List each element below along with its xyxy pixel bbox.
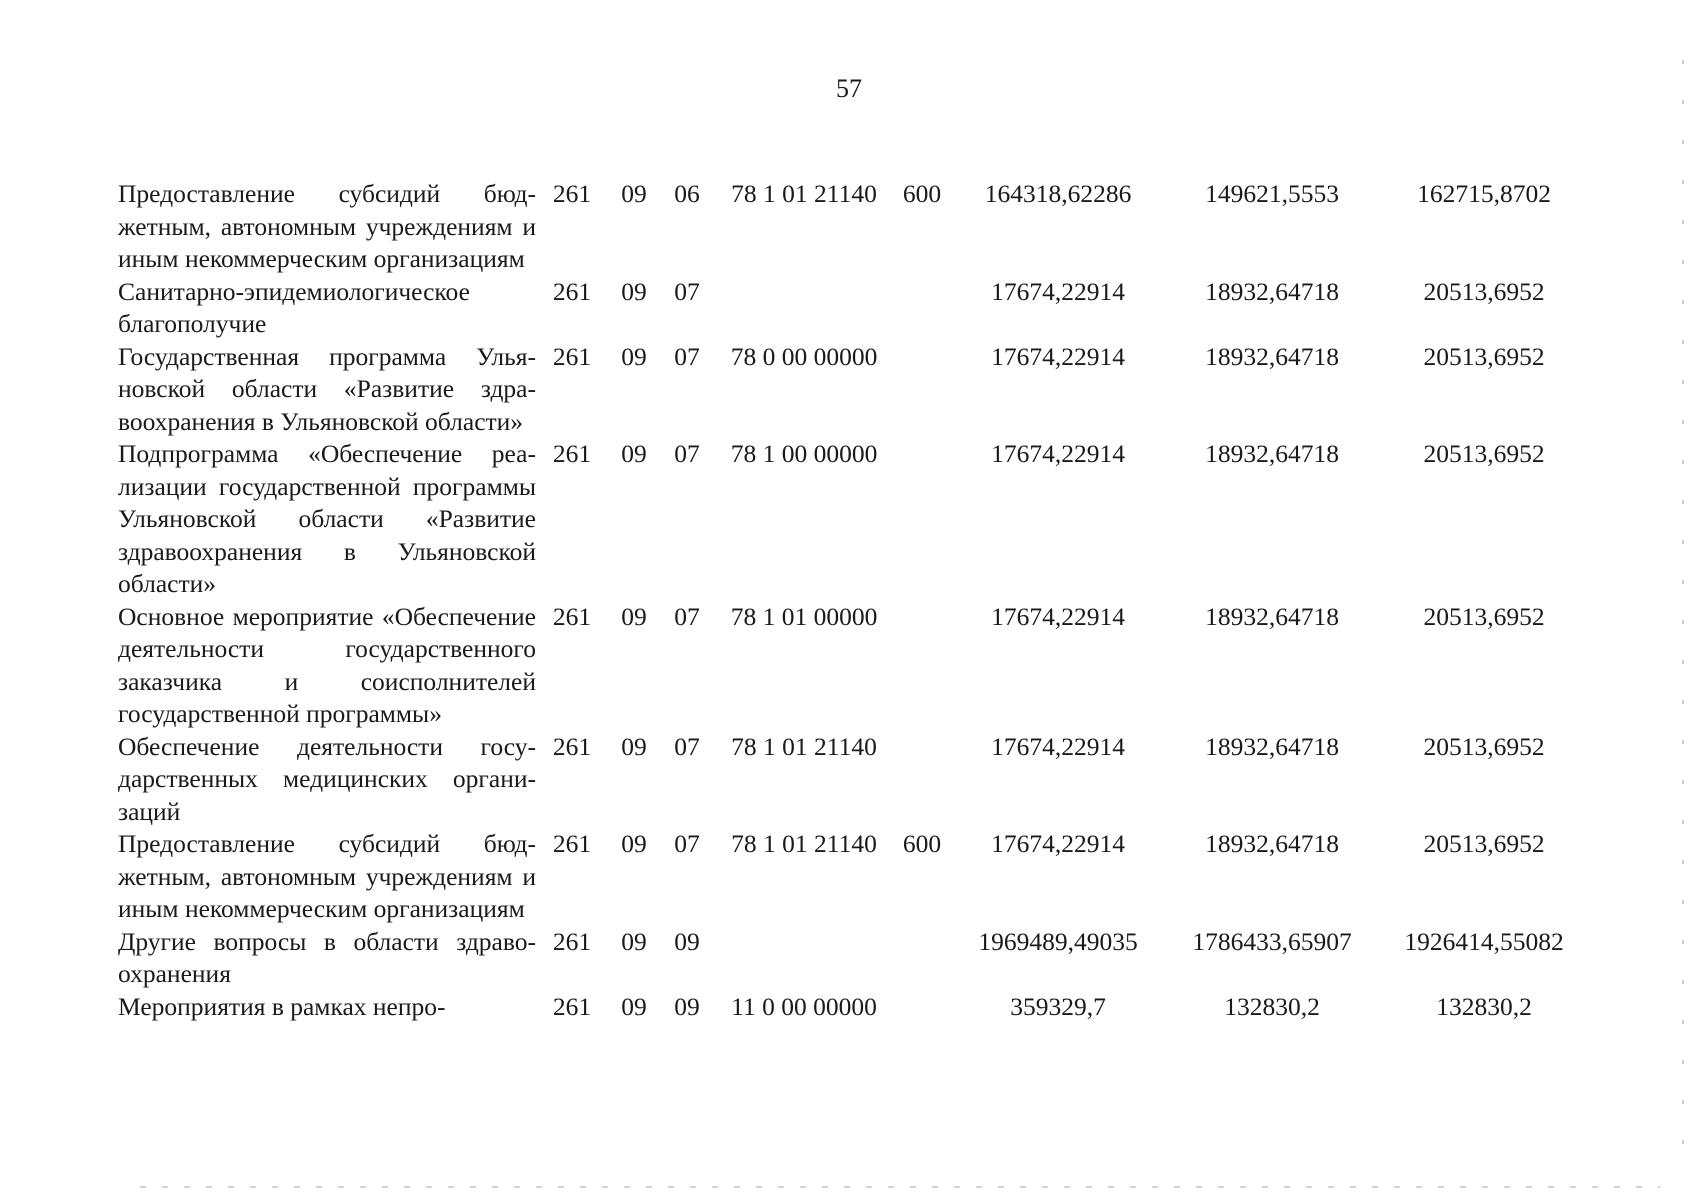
table-row (118, 601, 1598, 731)
amount-year-3: 1926414,55082 (1404, 926, 1564, 956)
grbs-code: 261 (552, 276, 592, 306)
budget-table (118, 178, 1598, 1023)
amount-year-3: 20513,6952 (1423, 829, 1545, 858)
subsection-code: 07 (674, 276, 700, 306)
target-article-code: 78 1 00 00000 (730, 439, 878, 468)
amount-year-2: 1786433,65907 (1192, 926, 1352, 956)
amount-year-1: 359329,7 (1010, 991, 1106, 1021)
table-row (118, 828, 1598, 926)
section-code: 09 (621, 991, 647, 1021)
amount-year-3: 20513,6952 (1423, 341, 1545, 371)
item-name: Государственная программа Ульяновской области «Развитие здравоохранения в Ульяновской области» (118, 341, 536, 436)
section-code: 09 (621, 829, 647, 858)
item-name: Подпрограмма «Обеспечение реализации государственной программы Ульяновской области «Развитие здравоохранения в Ульяновской области» (118, 439, 536, 598)
subsection-code: 07 (674, 439, 700, 468)
page-number: 57 (836, 74, 862, 103)
item-name: Основное мероприятие «Обеспечение деятельности государственного заказчика и соисполнителей государственной программы» (118, 601, 536, 728)
section-code: 09 (621, 341, 647, 371)
grbs-code: 261 (552, 829, 592, 858)
amount-year-2: 18932,64718 (1205, 276, 1339, 306)
item-name: Мероприятия в рамках непро- (118, 991, 446, 1021)
item-name: Предоставление субсидий бюджетным, автономным учреждениям и иным некоммерческим организациям (118, 829, 536, 923)
expense-type-code: 600 (902, 829, 942, 858)
table-row (118, 731, 1598, 829)
section-code: 09 (621, 276, 647, 306)
grbs-code: 261 (552, 341, 592, 371)
grbs-code: 261 (552, 601, 592, 631)
amount-year-3: 20513,6952 (1423, 439, 1545, 468)
amount-year-2: 18932,64718 (1205, 341, 1339, 371)
amount-year-2: 149621,5553 (1205, 179, 1339, 208)
item-name: Предоставление субсидий бюджетным, автономным учреждениям и иным некоммерческим организациям (118, 179, 536, 273)
target-article-code: 78 1 01 21140 (731, 731, 877, 761)
subsection-code: 07 (674, 601, 700, 631)
amount-year-2: 132830,2 (1224, 991, 1320, 1021)
amount-year-1: 17674,22914 (991, 276, 1125, 306)
amount-year-3: 20513,6952 (1423, 276, 1545, 306)
amount-year-3: 20513,6952 (1423, 601, 1545, 631)
grbs-code: 261 (552, 926, 592, 956)
amount-year-3: 20513,6952 (1423, 731, 1545, 761)
grbs-code: 261 (552, 991, 592, 1021)
table-row (118, 926, 1598, 991)
amount-year-2: 18932,64718 (1205, 829, 1339, 858)
table-row (118, 341, 1598, 439)
subsection-code: 07 (674, 829, 700, 858)
target-article-code: 78 1 01 21140 (731, 829, 877, 858)
table-row (118, 276, 1598, 341)
amount-year-2: 18932,64718 (1205, 601, 1339, 631)
target-article-code: 78 1 01 21140 (731, 179, 877, 208)
grbs-code: 261 (552, 179, 592, 208)
target-article-code: 11 0 00 00000 (731, 991, 877, 1021)
grbs-code: 261 (552, 439, 592, 468)
section-code: 09 (621, 439, 647, 468)
amount-year-3: 162715,8702 (1417, 179, 1551, 208)
section-code: 09 (621, 601, 647, 631)
item-name: Обеспечение деятельности государственных медицинских организаций (118, 731, 536, 826)
table-row (118, 438, 1598, 601)
subsection-code: 07 (674, 341, 700, 371)
amount-year-1: 17674,22914 (991, 439, 1125, 468)
subsection-code: 09 (674, 926, 700, 956)
table-row (118, 178, 1598, 276)
amount-year-1: 164318,62286 (984, 179, 1132, 208)
amount-year-1: 17674,22914 (991, 341, 1125, 371)
expense-type-code: 600 (902, 179, 942, 208)
subsection-code: 07 (674, 731, 700, 761)
subsection-code: 09 (674, 991, 700, 1021)
grbs-code: 261 (552, 731, 592, 761)
amount-year-1: 17674,22914 (991, 731, 1125, 761)
amount-year-3: 132830,2 (1436, 991, 1532, 1021)
item-name: Санитарно-эпидемиологическое благополучие (118, 276, 470, 338)
amount-year-1: 17674,22914 (991, 829, 1125, 858)
section-code: 09 (621, 731, 647, 761)
scan-artifact-dots (140, 1186, 1660, 1188)
target-article-code: 78 1 01 00000 (730, 601, 878, 631)
scan-artifact-edge (1682, 60, 1684, 1180)
amount-year-2: 18932,64718 (1205, 731, 1339, 761)
amount-year-1: 1969489,49035 (978, 926, 1138, 956)
section-code: 09 (621, 926, 647, 956)
section-code: 09 (621, 179, 647, 208)
table-row (118, 991, 1598, 1024)
amount-year-2: 18932,64718 (1205, 439, 1339, 468)
target-article-code: 78 0 00 00000 (730, 341, 878, 371)
subsection-code: 06 (674, 179, 700, 208)
item-name: Другие вопросы в области здравоохранения (118, 926, 536, 988)
amount-year-1: 17674,22914 (991, 601, 1125, 631)
